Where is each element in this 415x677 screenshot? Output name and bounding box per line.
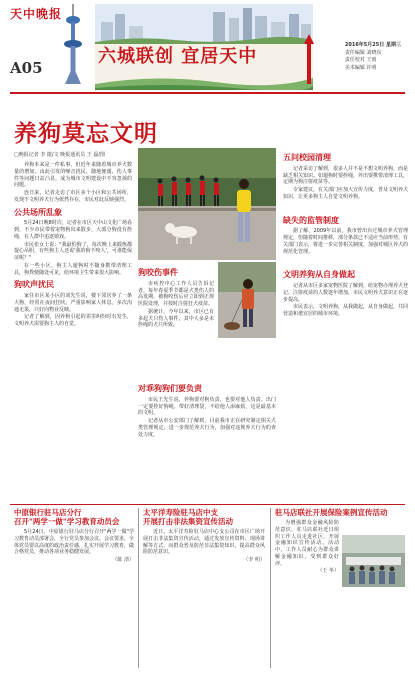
section-banner-title: 六城联创 宜居天中: [98, 46, 258, 67]
brief-author: （陈 清）: [112, 557, 134, 563]
tv-tower-icon: [55, 4, 91, 84]
body-paragraph: 市疾控中心工作人员告诉记者，每年春夏季节都是犬类伤人的高发期，被狗咬伤后应立即到正规医院处理，并按时注射狂犬疫苗。: [138, 280, 214, 308]
body-paragraph: 家住市区某小区的刘先生说，楼下邻居养了一条大狗，经常在夜间狂吠，严重影响家人休息。多次沟通无果，只好向物业反映。: [14, 293, 132, 313]
article-column-right: [283, 148, 408, 319]
masthead: [0, 0, 415, 98]
body-paragraph: 专家建议，有关部门应加大宣传力度，普及文明养犬知识，让更多狗主人自觉文明养狗。: [283, 187, 409, 200]
subheading-five-questions: 五问校园清理: [283, 152, 331, 162]
news-photo-square-dance: [138, 148, 276, 260]
brief-insurance-campaign: [143, 508, 265, 564]
body-paragraph: 据了解，2009年以前，我市曾出台过城市养犬管理规定，但随着时间推移，部分条款已不适应当前形势。有关部门表示，将进一步完善相关制度，加强对城区养犬的规范化管理。: [283, 228, 409, 255]
subheading-responsibility: 对乖狗狗们要负责: [138, 383, 202, 393]
masthead-divider: [10, 92, 405, 94]
brief-title: 太平洋寿险驻马店中支 开展打击非法集资宣传活动: [143, 508, 233, 526]
city-skyline-illustration: [95, 4, 313, 46]
news-photo-dog-walking: [218, 262, 276, 338]
brief-title: 驻马店联社开展保险案例宣传活动: [275, 508, 388, 517]
pagoda-icon: [304, 34, 314, 84]
newspaper-logo: 天中晚报: [10, 7, 63, 21]
body-paragraph: 记者从市区多家宠物医院了解到，给宠物办理养犬登记、注射疫苗的人数逐年增加，市民文明养犬意识正在逐步提高。: [283, 283, 409, 303]
body-paragraph: 市民王先生说，养狗要对狗负责，也要对他人负责。出门一定要拴好狗绳，带好清理袋，不给他人添麻烦，这是最基本的文明。: [138, 396, 276, 417]
body-paragraph: 在一些小区，狗主人遛狗时不随身携带清理工具，狗粪便随处可见，给环境卫生带来很大影响。: [14, 262, 132, 276]
body-paragraph: 市民张女士说："我最怕狗了，每次晚上来锻炼都提心吊胆，有些狗主人还说'我的狗不咬人'，可谁能保证呢？": [14, 241, 132, 262]
article-headline: 养狗莫忘文明: [14, 120, 158, 147]
bottom-section-divider: [10, 504, 405, 505]
subheading-public-places: 公共场所乱象: [14, 206, 62, 217]
issue-date: 2016年5月25日 星期三: [344, 42, 401, 48]
article-column-bottom-middle: [138, 380, 276, 439]
body-paragraph: 记者采访了解到，很多人并不是不想文明养狗，而是缺乏相关知识。如遛狗时要拴绳，外出要携带清理工具，定期为狗注射疫苗等。: [283, 165, 409, 186]
designer-line: 美术编辑 许明: [344, 64, 377, 71]
lead-paragraph: 连日来，记者走访了市区多个小区和公共场所，发现不文明养犬行为依然存在，市民对此反映强烈。: [14, 190, 132, 203]
subheading-regulation: 缺失的监管制度: [283, 214, 339, 225]
lead-paragraph: 养狗本来是一件私事，但近年来随着城市养犬数量的增加，由此引发的噪音扰民、随地便溺、伤人事件等问题日益凸显，成为城市文明建设中不容忽视的问题。: [14, 162, 132, 189]
proofreader-line: 责任校对 王雨: [344, 57, 377, 63]
brief-bank-meeting: [14, 508, 134, 564]
article-byline: □晚报记者 李 捷/文 晚报通讯员 王 磊/图: [14, 152, 106, 158]
news-photo-community-event: [342, 535, 405, 587]
body-paragraph: 记者从市公安部门了解到，目前我市正在研究制定相关犬类管理规定，进一步规范养犬行为，加强对违规养犬行为的查处力度。: [138, 418, 276, 438]
brief-text: 5月24日，中原银行驻马店分行召开"两学一做"学习教育动员部署会，全行党员参加会议。会议要求，全体党员要以高度的政治责任感，扎实开展学习教育，做合格党员，推动各项业务稳健发展。: [14, 529, 135, 556]
page-number: A05: [10, 59, 43, 77]
body-paragraph: 5月24日晚8时许，记者在市区天中山文化广场看到，不少市民带着宠物狗出来散步，大部分狗没有拴绳，在人群中追逐嬉戏。: [14, 220, 132, 240]
body-paragraph: 市民表示，文明养狗，从我做起，从自身做起，共同营造和谐宜居的城市环境。: [283, 304, 409, 318]
body-paragraph: 据统计，今年以来，市区已有多起犬只伤人事件，其中大多是未拴绳的犬只所致。: [138, 308, 214, 329]
issue-meta: [345, 42, 401, 72]
brief-text: 近日，太平洋寿险驻马店中心支公司在市区广场开展打击非法集资宣传活动，通过发放宣传资料、现场讲解等方式，向群众普及防范非法集资知识，提高群众风险防范意识。: [143, 529, 265, 556]
article-column-middle: [138, 264, 214, 330]
column-divider: [270, 508, 271, 668]
body-paragraph: 记者了解到，因养狗引起的邻里纠纷时有发生，文明养犬需要狗主人的自觉。: [14, 314, 132, 328]
brief-title: 中原银行驻马店分行 召开"两学一做"学习教育动员会: [14, 508, 120, 526]
editor-line: 责任编辑 刘晓东: [344, 49, 382, 56]
subheading-barking: 狗吠声扰民: [14, 279, 54, 290]
brief-author: （李 明）: [243, 557, 265, 563]
brief-author: （王 华）: [317, 568, 339, 575]
column-divider: [138, 508, 139, 668]
subheading-dog-bites: 狗咬伤事件: [138, 267, 178, 277]
brief-text: 为增强群众金融风险防范意识，驻马店联社近日组织工作人员走进社区，开展金融知识宣传活动。活动中，工作人员耐心为群众讲解金融知识，受到群众好评。: [275, 520, 339, 567]
subheading-civilized-dog-raising: 文明养狗从自身做起: [283, 269, 355, 280]
article-column-left: [14, 162, 132, 329]
